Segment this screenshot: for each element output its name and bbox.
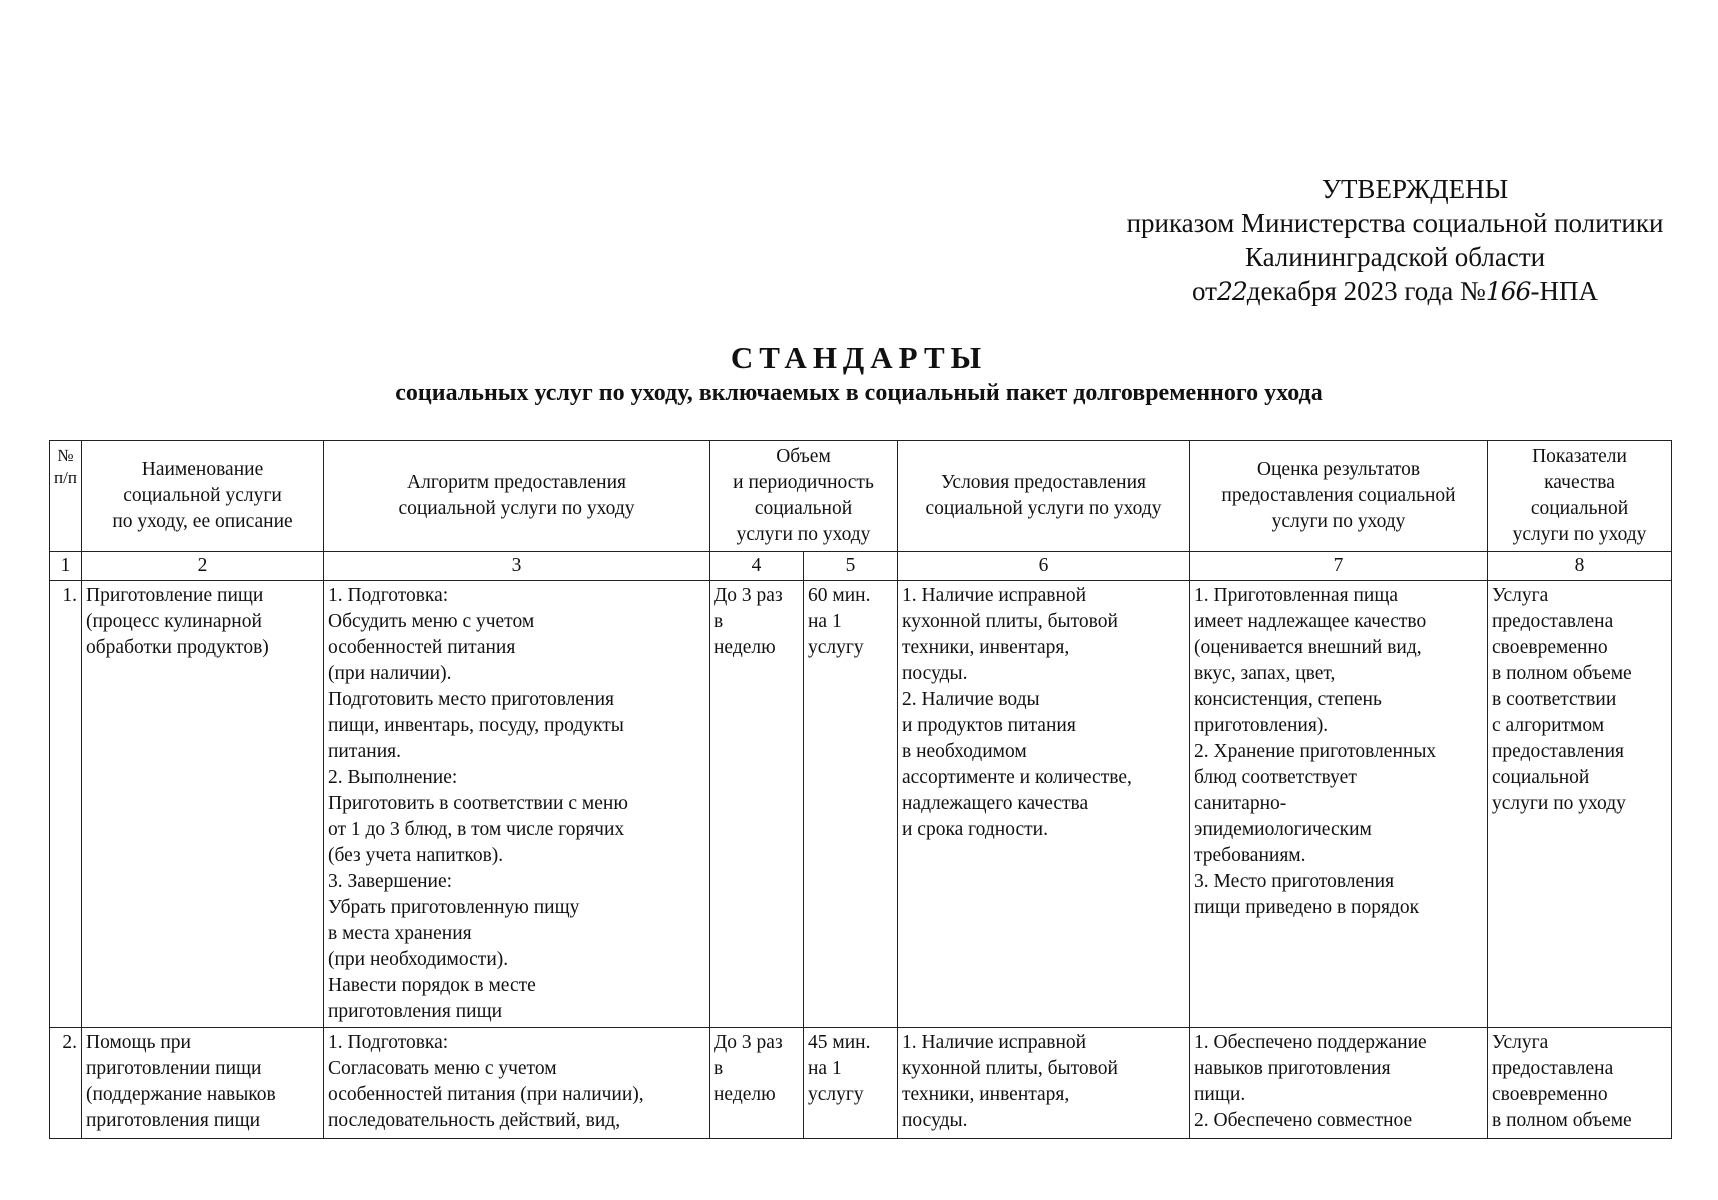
evaluation-text: 1. Обеспечено поддержание навыков приготовления пищи. 2. Обеспечено совместное: [1194, 1032, 1427, 1131]
service-name-cell: Приготовление пищи (процесс кулинарной обработки продуктов): [82, 581, 324, 1028]
evaluation-cell: [1190, 1028, 1488, 1139]
column-number: 1: [50, 552, 82, 581]
approval-date-suffix: -НПА: [1530, 276, 1598, 306]
column-number: 4: [710, 552, 804, 581]
frequency-cell: До 3 раз в неделю: [710, 581, 804, 1028]
approval-region-line: Калининградской области: [1244, 242, 1546, 272]
column-number-row: [50, 552, 1672, 581]
approval-day-handwritten: 22: [1216, 277, 1247, 306]
approval-date-mid: декабря 2023 года №: [1246, 276, 1486, 306]
column-number: 7: [1190, 552, 1488, 581]
header-algorithm: Алгоритм предоставления социальной услуги по уходу: [324, 441, 710, 552]
header-evaluation: Оценка результатов предоставления социальной услуги по уходу: [1190, 441, 1488, 552]
row-index-text: 2.: [62, 1032, 77, 1053]
column-number: 5: [804, 552, 898, 581]
header-service-name: Наименование социальной услуги по уходу, ее описание: [82, 441, 324, 552]
quality-cell: [1488, 1028, 1672, 1139]
algorithm-text: 1. Подготовка: Согласовать меню с учетом особенностей питания (при наличии), последовательность действий, вид,: [328, 1032, 644, 1131]
quality-cell: Услуга предоставлена своевременно в полном объеме в соответствии с алгоритмом предоставления социальной услуги по уходу: [1488, 581, 1672, 1028]
volume-cell: [804, 1028, 898, 1139]
table-row: [50, 581, 1672, 1028]
row-index: 1.: [50, 581, 82, 1028]
volume-text: 45 мин. на 1 услугу: [808, 1032, 871, 1105]
approval-block: [1030, 172, 1718, 309]
service-name-text: Помощь при приготовлении пищи (поддержание навыков приготовления пищи: [86, 1032, 276, 1131]
header-number: № п/п: [50, 441, 82, 552]
header-quality: Показатели качества социальной услуги по уходу: [1488, 441, 1672, 552]
approval-date-line: [1030, 274, 1718, 309]
column-number: 6: [898, 552, 1190, 581]
column-number: 2: [82, 552, 324, 581]
quality-text: Услуга предоставлена своевременно в полном объеме: [1492, 1032, 1632, 1131]
approval-heading: УТВЕРЖДЕНЫ: [1321, 174, 1509, 204]
conditions-cell: [898, 1028, 1190, 1139]
frequency-cell: [710, 1028, 804, 1139]
row-index: [50, 1028, 82, 1139]
column-number: 3: [324, 552, 710, 581]
service-name-cell: [82, 1028, 324, 1139]
column-number: 8: [1488, 552, 1672, 581]
conditions-cell: 1. Наличие исправной кухонной плиты, бытовой техники, инвентаря, посуды. 2. Наличие воды и продуктов питания в необходимом ассортименте и количестве, надлежащего качества и срока годности.: [898, 581, 1190, 1028]
algorithm-cell: 1. Подготовка: Обсудить меню с учетом особенностей питания (при наличии). Подготовить место приготовления пищи, инвентарь, посуду, продукты питания. 2. Выполнение: Приготовить в соответствии с меню от 1 до 3 блюд, в том числе горячих (без учета напитков). 3. Завершение: Убрать приготовленную пищу в места хранения (при необходимости). Навести порядок в месте приготовления пищи: [324, 581, 710, 1028]
header-row: [50, 441, 1672, 552]
evaluation-cell: 1. Приготовленная пища имеет надлежащее качество (оценивается внешний вид, вкус, запах, цвет, консистенция, степень приготовления). 2. Хранение приготовленных блюд соответствует санитарно- эпидемиологическим требованиям. 3. Место приготовления пищи приведено в порядок: [1190, 581, 1488, 1028]
frequency-text: До 3 раз в неделю: [714, 1032, 783, 1105]
document-subtitle: социальных услуг по уходу, включаемых в социальный пакет долговременного ухода: [395, 380, 1323, 406]
conditions-text: 1. Наличие исправной кухонной плиты, бытовой техники, инвентаря, посуды.: [902, 1032, 1118, 1131]
header-conditions: Условия предоставления социальной услуги по уходу: [898, 441, 1190, 552]
algorithm-cell: [324, 1028, 710, 1139]
approval-order-line: приказом Министерства социальной политики: [1126, 208, 1664, 238]
document-title: СТАНДАРТЫ: [730, 340, 988, 375]
approval-number-handwritten: 166: [1485, 277, 1531, 306]
volume-cell: 60 мин. на 1 услугу: [804, 581, 898, 1028]
approval-date-prefix: от: [1192, 276, 1217, 306]
table-row: [50, 1028, 1672, 1139]
header-volume-frequency: Объем и периодичность социальной услуги по уходу: [710, 441, 898, 552]
standards-table: [49, 440, 1672, 1139]
